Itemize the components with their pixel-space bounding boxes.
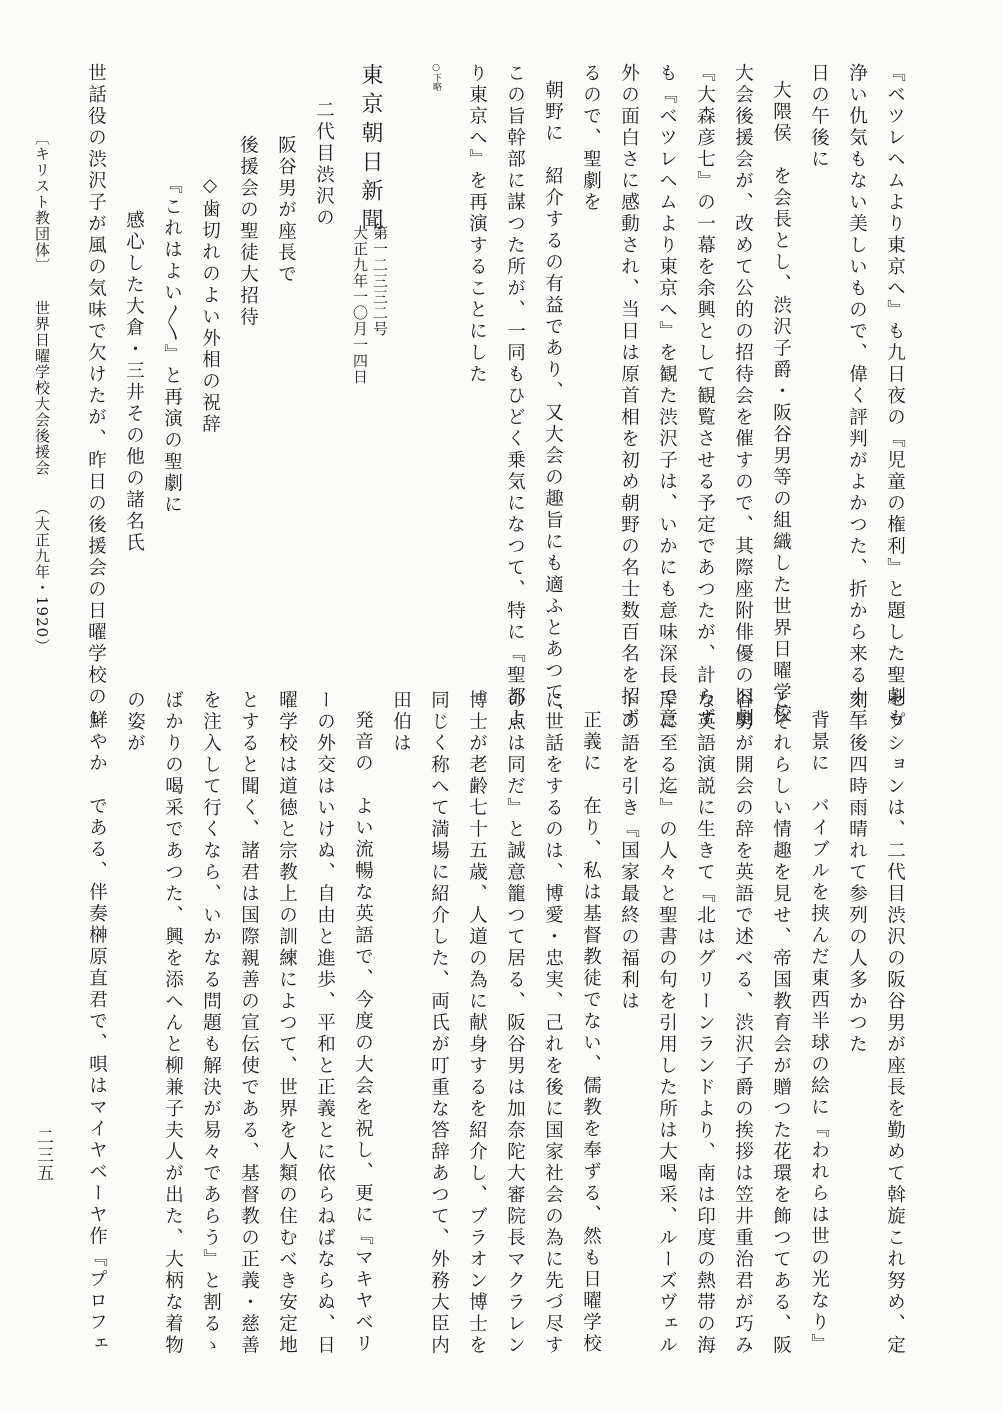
issue-date: 大正九年一〇月一四日 bbox=[351, 225, 369, 385]
bottom-line-18: とすると聞く、諸君は国際親善の宣伝使である、基督教の正義・慈善 bbox=[238, 690, 260, 1357]
top-line-9: るので、聖劇を bbox=[580, 63, 602, 214]
headline-7: 世話役の渋沢子が風の気味で欠けたが、昨日の後援会の日曜学校のレ bbox=[85, 63, 107, 730]
bottom-line-20: ばかりの喝采であつた、興を添へんと柳兼子夫人が出た、大柄な着物 bbox=[162, 690, 184, 1357]
bottom-line-5: 谷男が開会の辞を英語で述べる、渋沢子爵の挨拶は笠井重治君が巧み bbox=[732, 690, 754, 1357]
top-line-10: 朝野に 紹介するの有益であり、又大会の趣旨にも適ふとあつて、 bbox=[542, 80, 564, 725]
top-line-8: 外の面白さに感動され、当日は原首相を初め朝野の名士数百名を招ず bbox=[618, 63, 640, 730]
omission-note: ○下略 bbox=[431, 63, 441, 91]
top-line-3: 日の午後に bbox=[808, 63, 830, 171]
bottom-line-12: 博士が老齢七十五歳、人道の為に献身するを紹介し、ブラオン博士を bbox=[466, 690, 488, 1357]
bottom-line-19: を注入して行くなら、いかなる問題も解決が易々であらう』と割るゝ bbox=[200, 690, 222, 1357]
bottom-line-15: 発音の よい流暢な英語で、今度の大会を祝し、更に『マキヤベリ bbox=[352, 710, 374, 1355]
bottom-line-16: ーの外交はいけぬ、自由と進歩、平和と正義とに依らねばならぬ、日 bbox=[314, 690, 336, 1357]
bottom-line-13: 同じく称へて満場に紹介した、両氏が叮重な答辞あつて、外務大臣内 bbox=[428, 690, 450, 1357]
bottom-line-22: 鮮やか である、伴奏榊原直君で、唄はマイヤベーヤ作『プロフェ bbox=[86, 710, 108, 1355]
bottom-line-9: 正義に 在り、私は基督教徒でない、儒教を奉ずる、然も日曜学校 bbox=[580, 710, 602, 1355]
newspaper-title: 東京朝日新聞 bbox=[358, 63, 383, 237]
page-number: 二三五 bbox=[33, 1128, 53, 1182]
headline-4: ◇歯切れのよい外相の祝辞 bbox=[199, 175, 221, 436]
headline-6: 感心した大倉・三井その他の諸名氏 bbox=[123, 210, 145, 554]
top-line-7: も『ベツレヘムより東京へ』を観た渋沢子は、いかにも意味深長で意 bbox=[656, 63, 678, 730]
bottom-line-17: 曜学校は道徳と宗教上の訓練によつて、世界を人類の住むべき安定地 bbox=[276, 690, 298, 1357]
bottom-line-7: 岸に至る迄』の人々と聖書の句を引用した所は大喝采、ルーズヴェル bbox=[656, 690, 678, 1357]
top-line-6: 『大森彦七』の一幕を余興として観覧させる予定であつたが、計らず bbox=[694, 63, 716, 730]
bottom-line-21: の姿が bbox=[124, 690, 146, 755]
top-line-12: り東京へ』を再演することにした bbox=[466, 63, 488, 386]
bottom-line-14: 田伯は bbox=[390, 690, 412, 755]
era-date: （大正九年・1920） bbox=[33, 500, 51, 655]
top-line-5: 大会後援会が、改めて公的の招待会を催すので、其際座附俳優の旧劇 bbox=[732, 63, 754, 730]
section-title: 世界日曜学校大会後援会 bbox=[33, 300, 51, 476]
bottom-line-2: 刻午後四時雨晴れて参列の人多かつた bbox=[846, 690, 868, 1056]
issue-number: 第一二三三二号 bbox=[371, 225, 389, 337]
bottom-line-8: トの語を引き『国家最終の福利は bbox=[618, 690, 640, 1013]
top-line-1: 『ベツレヘムより東京へ』も九日夜の『児童の権利』と題した聖劇も bbox=[884, 63, 906, 730]
top-line-11: この旨幹部に謀つた所が、一同もひどく乗気になつて、特に『聖都よ bbox=[504, 63, 526, 730]
bottom-line-1: セプションは、二代目渋沢の阪谷男が座長を勤めて斡旋これ努め、定 bbox=[884, 690, 906, 1357]
bottom-line-11: の点は同だ』と誠意籠つて居る、阪谷男は加奈陀大審院長マクラレン bbox=[504, 690, 526, 1357]
headline-1: 二代目渋沢の bbox=[313, 100, 335, 229]
source-label: 〔キリスト教団体〕 bbox=[33, 130, 51, 274]
headline-3: 後援会の聖徒大招待 bbox=[237, 135, 259, 329]
bottom-line-6: な英語演説に生きて『北はグリーンランドより、南は印度の熱帯の海 bbox=[694, 690, 716, 1357]
bottom-line-10: に世話をするのは、博愛・忠実、己れを後に国家社会の為に先づ尽す bbox=[542, 690, 564, 1357]
top-line-2: 浄い仇気もない美しいもので、偉く評判がよかつた、折から来る十三 bbox=[846, 63, 868, 730]
bottom-line-3: 背景に バイブルを挟んだ東西半球の絵に『われらは世の光なり』 bbox=[808, 710, 830, 1355]
headline-2: 阪谷男が座長で bbox=[275, 135, 297, 286]
headline-5: 『これはよい〳〵』と再演の聖劇に bbox=[161, 175, 183, 516]
bottom-line-4: とそれらしい情趣を見せ、帝国教育会が贈つた花環を飾つてある、阪 bbox=[770, 690, 792, 1357]
top-line-4: 大隈侯 を会長とし、渋沢子爵・阪谷男等の組織した世界日曜学校 bbox=[770, 80, 792, 725]
